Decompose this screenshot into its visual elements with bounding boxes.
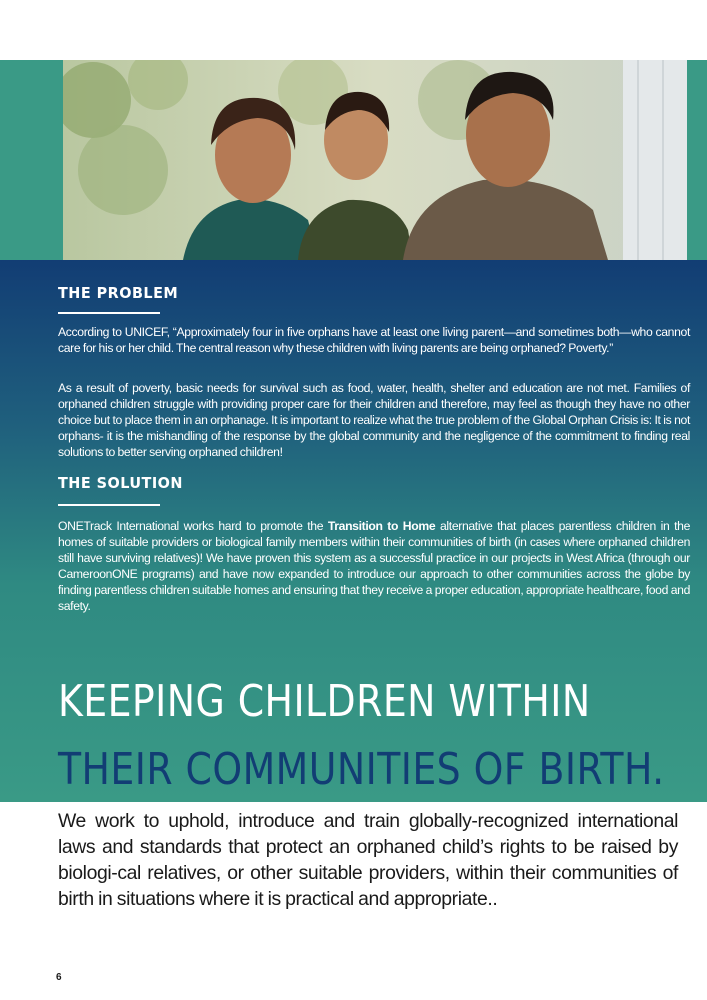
solution-paragraph xyxy=(58,518,690,614)
problem-heading: THE PROBLEM xyxy=(58,284,179,302)
headline-line-2: THEIR COMMUNITIES OF BIRTH. xyxy=(58,744,665,795)
solution-text-after: alternative that places parentless children in the homes of suitable providers or biological family members within their communities of birth (in cases where orphaned children still have surviving relatives)! We have proven this system as a successful practice in our projects in West Africa (through our CameroonONE programs) and have now expanded to introduce our approach to other communities across the globe by finding parentless children suitable homes and ensuring that they receive a proper education, appropriate healthcare, food and safety. xyxy=(58,519,691,613)
problem-paragraph-2: As a result of poverty, basic needs for survival such as food, water, health, shelter and education are not met. Families of orphaned children struggle with providing proper care for their children and therefore, may feel as though they have no other choice but to place them in an orphanage. It is important to realize what the true problem of the Global Orphan Crisis is: It is not orphans- it is the mishandling of the response by the global community and the negligence of the commitment to finding real solutions to better serving orphaned children! xyxy=(58,381,690,459)
family-photo-icon xyxy=(63,60,687,260)
solution-text-before: ONETrack International works hard to promote the xyxy=(58,519,328,533)
family-photo xyxy=(63,60,687,260)
transition-to-home-emphasis: Transition to Home xyxy=(327,519,436,533)
headline-line-1: KEEPING CHILDREN WITHIN xyxy=(58,676,591,727)
page-number: 6 xyxy=(56,972,62,983)
solution-heading-rule xyxy=(58,504,160,506)
problem-heading-rule xyxy=(58,312,160,314)
lead-paragraph: We work to uphold, introduce and train globally-recognized international laws and standards that protect an orphaned child’s rights to be raised by biologi-cal relatives, or other suitable providers, within their communities of birth in situations where it is practical and appropriate.. xyxy=(58,810,678,910)
solution-heading: THE SOLUTION xyxy=(58,474,183,492)
problem-paragraph-1: According to UNICEF, “Approximately four in five orphans have at least one living parent—and sometimes both—who cannot care for his or her child. The central reason why these children with living parents are being orphaned? Poverty.” xyxy=(58,325,690,355)
